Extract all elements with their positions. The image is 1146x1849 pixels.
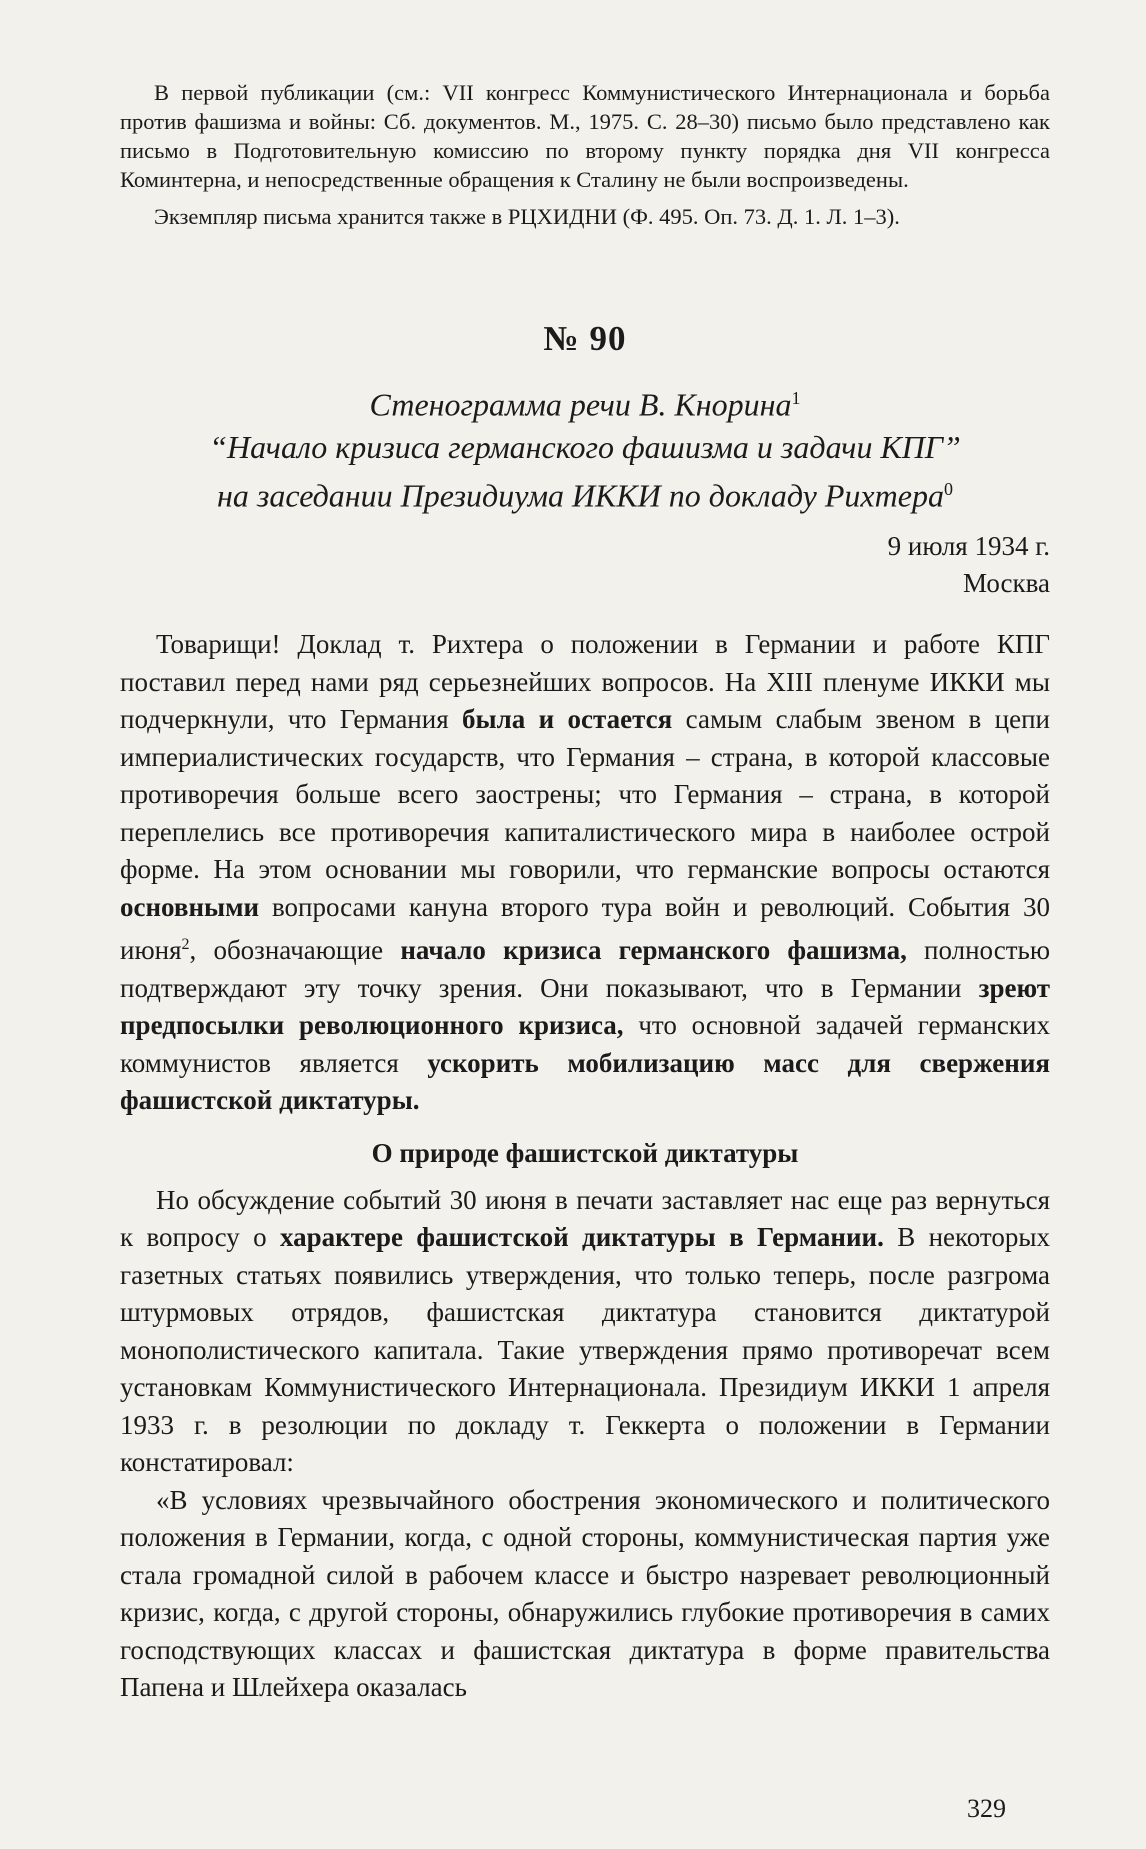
title-line: “Начало кризиса германского фашизма и задачи КПГ” [209,428,961,465]
dateline [120,528,1050,602]
emphasis: начало кризиса германского фашизма, [400,935,907,966]
body-paragraph: Товарищи! Доклад т. Рихтера о положении в Германии и работе КПГ поставил перед нами ряд серьезнейших вопросов. На XIII пленуме ИККИ мы подчеркнули, что Германия была и остается самым слабым звеном в цепи империалистических государств, что Германия – страна, в которой классовые противоречия больше всего заострены; что Германия – страна, в которой переплелись все противоречия капиталистического мира в наиболее острой форме. На этом основании мы говорили, что германские вопросы остаются основными вопросами кануна второго тура войн и революций. События 30 июня$^2$, обозначающие начало кризиса германского фашизма, полностью подтверждают эту точку зрения. Они показывают, что в Германии зреют предпосылки революционного кризиса, что основной задачей германских коммунистов является ускорить мобилизацию масс для свержения фашистской диктатуры. [120,629,1050,1116]
emphasis: ускорить мобилизацию масс для свержения фашистской диктатуры. [120,1047,1050,1116]
document-place: Москва [963,568,1050,599]
title-line: на заседании Президиума ИККИ по докладу Рихтера [217,477,944,514]
emphasis: основными [120,891,260,922]
document-number: № 90 [543,319,627,358]
title-line: Стенограмма речи В. Кнорина [369,386,792,423]
document-title [120,377,1050,516]
document-date: 9 июля 1934 г. [887,531,1050,562]
emphasis: была и остается [462,704,673,735]
emphasis: зреют предпосылки революционного кризиса, [120,972,1050,1041]
footnote-ref: 0 [943,478,953,499]
page-number: 329 [967,1794,1006,1823]
footnote-paragraph: В первой публикации (см.: VII конгресс Коммунистического Интернационала и борьба против фашизма и войны: Сб. документов. М., 1975. С. 28–30) письмо было представлено как письмо в Подготовительную комиссию по второму пункту порядка дня VII конгресса Коминтерна, и непосредственные обращения к Сталину не были воспроизведены. [120,80,1050,192]
body-paragraph: Но обсуждение событий 30 июня в печати заставляет нас еще раз вернуться к вопросу о характере фашистской диктатуры в Германии. В некоторых газетных статьях появились утверждения, что только теперь, после разгрома штурмовых отрядов, фашистская диктатура становится диктатурой монополистического капитала. Такие утверждения прямо противоречат всем установкам Коммунистического Интернационала. Президиум ИККИ 1 апреля 1933 г. в резолюции по докладу т. Геккерта о положении в Германии констатировал: [120,1184,1050,1478]
emphasis: характере фашистской диктатуры в Германии. [280,1222,884,1253]
section-heading: О природе фашистской диктатуры [371,1137,799,1168]
footnote-paragraph: Экземпляр письма хранится также в РЦХИДНИ (Ф. 495. Оп. 73. Д. 1. Л. 1–3). [154,204,900,229]
body-paragraph: «В условиях чрезвычайного обострения экономического и политического положения в Германии, когда, с одной стороны, коммунистическая партия уже стала громадной силой в рабочем классе и быстро назревает революционный кризис, когда, с другой стороны, обнаружились глубокие противоречия в самих господствующих классах и фашистская диктатура в форме правительства Папена и Шлейхера оказалась [120,1484,1050,1703]
footnote-block [120,78,1050,231]
footnote-ref: 2 [181,936,190,954]
footnote-ref: 1 [791,388,801,408]
document-body [120,626,1050,1707]
